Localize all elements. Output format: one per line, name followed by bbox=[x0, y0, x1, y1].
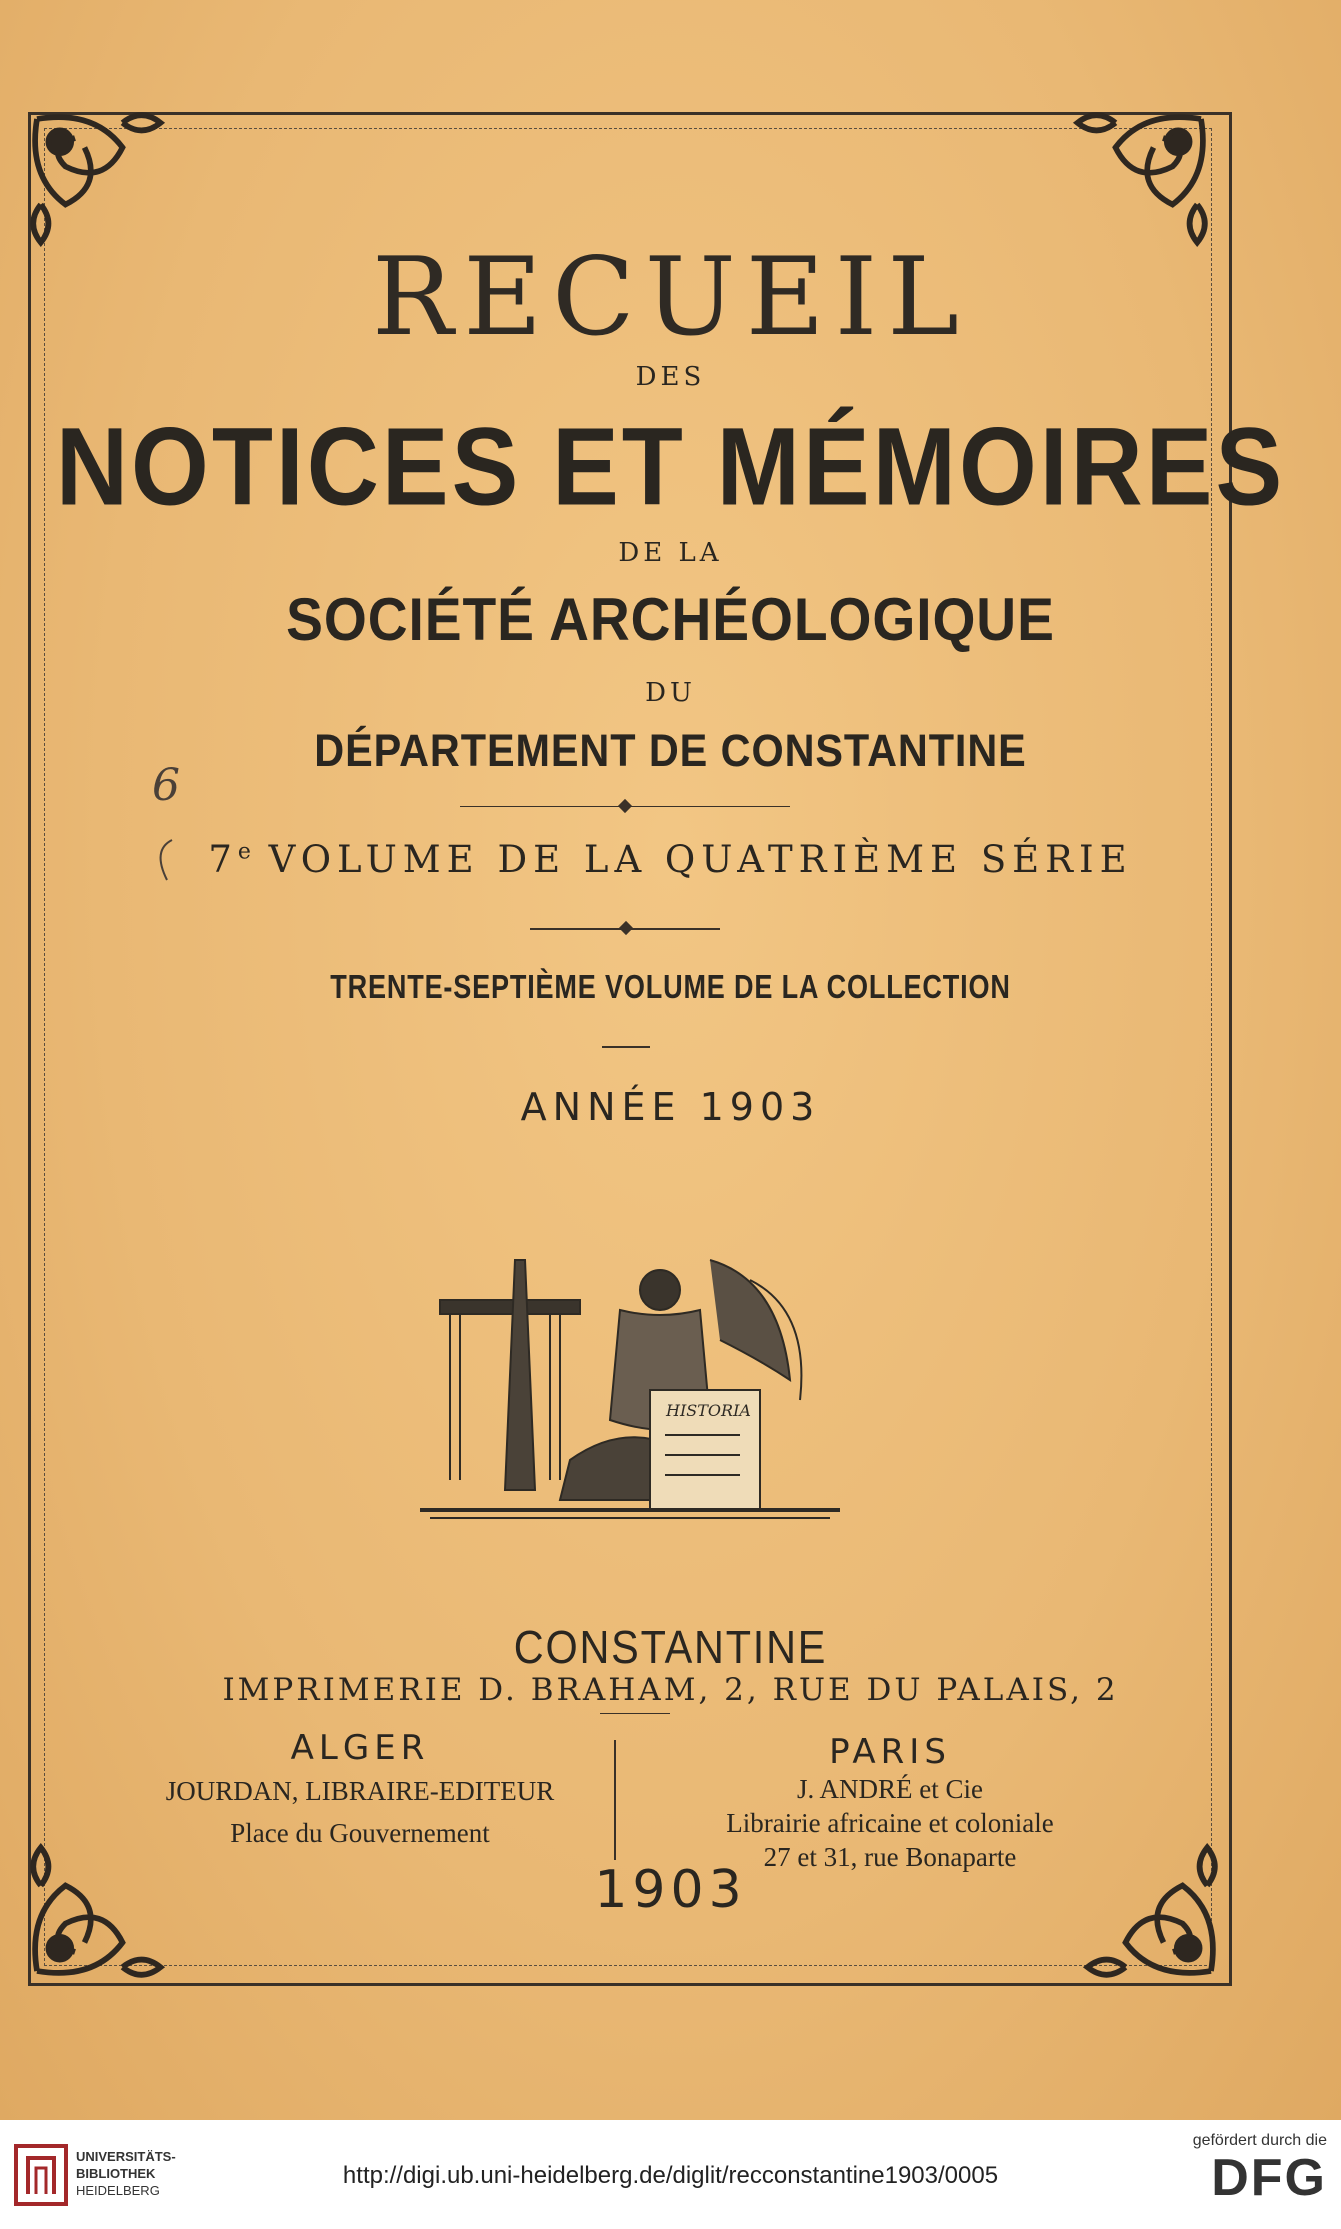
alger-address: Place du Gouvernement bbox=[230, 1818, 490, 1848]
word-du: DU bbox=[645, 678, 696, 708]
printer-line: IMPRIMERIE D. BRAHAM, 2, RUE DU PALAIS, 2 bbox=[222, 1672, 1119, 1708]
publisher-paris bbox=[660, 1732, 1120, 1874]
volume-superscript: e bbox=[237, 839, 251, 865]
library-name-line-1: UNIVERSITÄTS- bbox=[76, 2149, 176, 2164]
permalink-url[interactable]: http://digi.ub.uni-heidelberg.de/diglit/recconstantine1903/0005 bbox=[342, 2162, 999, 2189]
digitization-footer bbox=[0, 2120, 1341, 2229]
title-departement: DÉPARTEMENT DE CONSTANTINE bbox=[314, 725, 1027, 776]
library-name-line-2: BIBLIOTHEK bbox=[76, 2166, 156, 2181]
publisher-alger bbox=[150, 1728, 570, 1850]
historia-vignette-engraving bbox=[420, 1240, 840, 1530]
title-societe-archeologique: SOCIÉTÉ ARCHÉOLOGIQUE bbox=[286, 586, 1055, 653]
volume-number: 7 bbox=[208, 838, 238, 881]
dfg-wordmark: DFG bbox=[1211, 2149, 1327, 2207]
alger-publisher-name: JOURDAN, LIBRAIRE-EDITEUR bbox=[165, 1776, 555, 1806]
alger-heading: ALGER bbox=[290, 1728, 430, 1768]
column-divider bbox=[614, 1740, 616, 1860]
handwritten-note-6 bbox=[132, 750, 202, 890]
dfg-logo[interactable] bbox=[1127, 2132, 1327, 2206]
rule-4 bbox=[600, 1713, 670, 1714]
year-line: ANNÉE 1903 bbox=[520, 1085, 821, 1129]
vignette-historia-label: HISTORIA bbox=[666, 1401, 751, 1420]
paris-heading: PARIS bbox=[829, 1732, 951, 1772]
funded-by-label: gefördert durch die bbox=[1192, 2132, 1327, 2149]
word-de-la: DE LA bbox=[618, 538, 723, 568]
collection-line: TRENTE-SEPTIÈME VOLUME DE LA COLLECTION bbox=[330, 968, 1011, 1005]
library-name-line-3: HEIDELBERG bbox=[76, 2183, 160, 2198]
svg-text:6: 6 bbox=[152, 760, 180, 811]
paris-publisher-name: J. ANDRÉ et Cie bbox=[797, 1774, 983, 1804]
paris-publisher-description: Librairie africaine et coloniale bbox=[726, 1808, 1054, 1838]
title-recueil: RECUEIL bbox=[371, 235, 970, 360]
volume-text: VOLUME DE LA QUATRIÈME SÉRIE bbox=[268, 838, 1133, 881]
title-notices-et-memoires: NOTICES ET MÉMOIRES bbox=[55, 405, 1286, 529]
rule-3 bbox=[602, 1046, 650, 1048]
year-bottom: 1903 bbox=[594, 1860, 747, 1920]
paris-address: 27 et 31, rue Bonaparte bbox=[763, 1842, 1017, 1872]
word-des: DES bbox=[635, 362, 706, 392]
city-constantine: CONSTANTINE bbox=[513, 1621, 828, 1673]
